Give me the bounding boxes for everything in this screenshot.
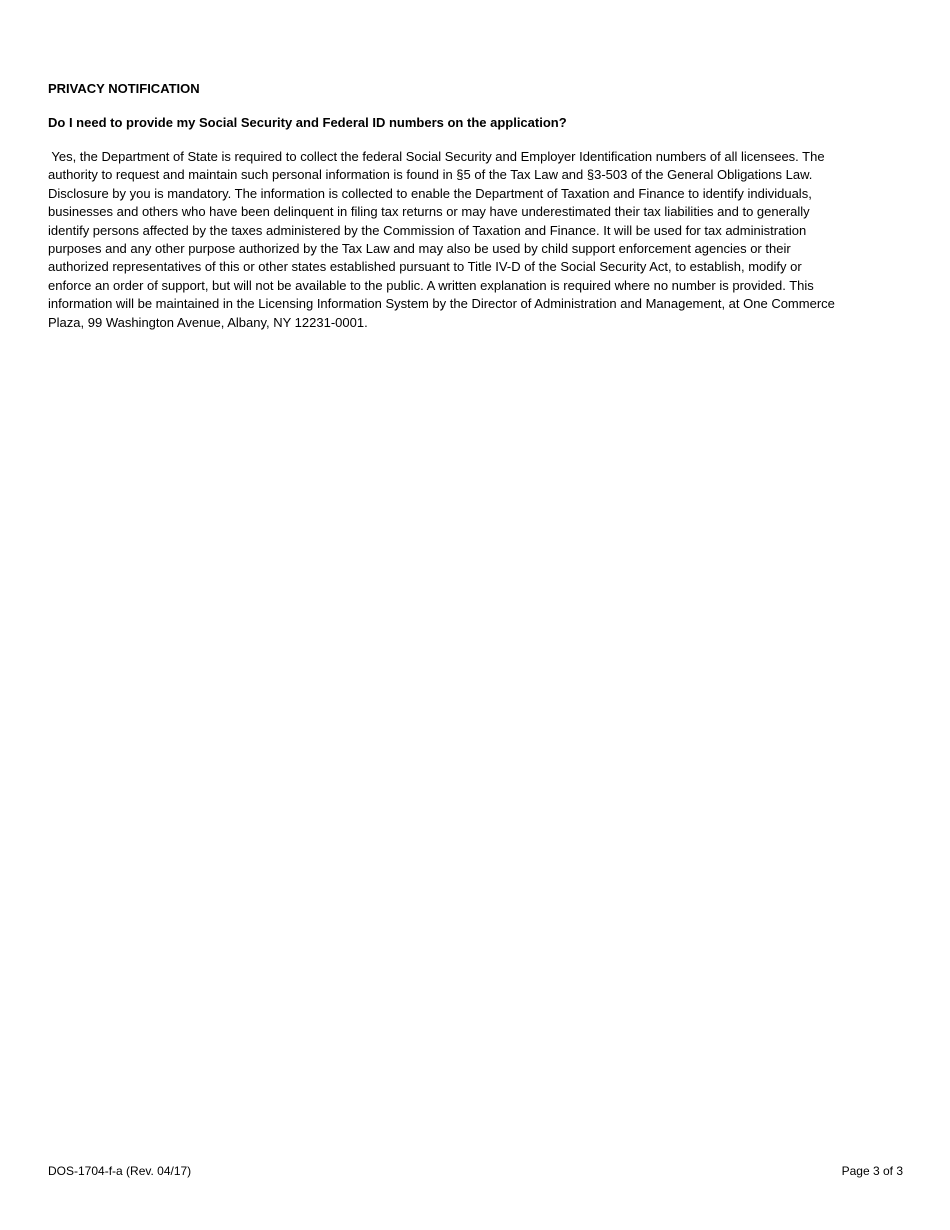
answer-line: enforce an order of support, but will not be available to the public. A written explanation is required where no number is provided. This bbox=[48, 277, 814, 293]
answer-paragraph bbox=[48, 148, 906, 332]
section-title: PRIVACY NOTIFICATION bbox=[48, 81, 200, 96]
answer-line: authorized representatives of this or other states established pursuant to Title IV-D of the Social Security Act, to establish, modify or bbox=[48, 259, 802, 275]
answer-line: Plaza, 99 Washington Avenue, Albany, NY 12231-0001. bbox=[48, 314, 368, 330]
answer-line: identify persons affected by the taxes administered by the Commission of Taxation and Finance. It will be used for tax administration bbox=[48, 222, 807, 238]
answer-line: information will be maintained in the Licensing Information System by the Director of Administration and Management, at One Commerce bbox=[48, 296, 835, 312]
answer-line: purposes and any other purpose authorized by the Tax Law and may also be used by child support enforcement agencies or their bbox=[48, 241, 791, 257]
answer-line: Yes, the Department of State is required to collect the federal Social Security and Employer Identification numbers of all licensees. The bbox=[48, 149, 825, 164]
page-number: Page 3 of 3 bbox=[841, 1164, 903, 1178]
answer-line: authority to request and maintain such personal information is found in §5 of the Tax Law and §3-503 of the General Obligations Law. bbox=[48, 167, 813, 183]
form-number: DOS-1704-f-a (Rev. 04/17) bbox=[48, 1164, 192, 1178]
answer-line: Disclosure by you is mandatory. The information is collected to enable the Department of Taxation and Finance to identify individuals, bbox=[48, 185, 812, 201]
answer-line: businesses and others who have been delinquent in filing tax returns or may have underestimated their tax liabilities and to generally bbox=[48, 204, 810, 220]
question-heading: Do I need to provide my Social Security and Federal ID numbers on the application? bbox=[48, 115, 567, 130]
